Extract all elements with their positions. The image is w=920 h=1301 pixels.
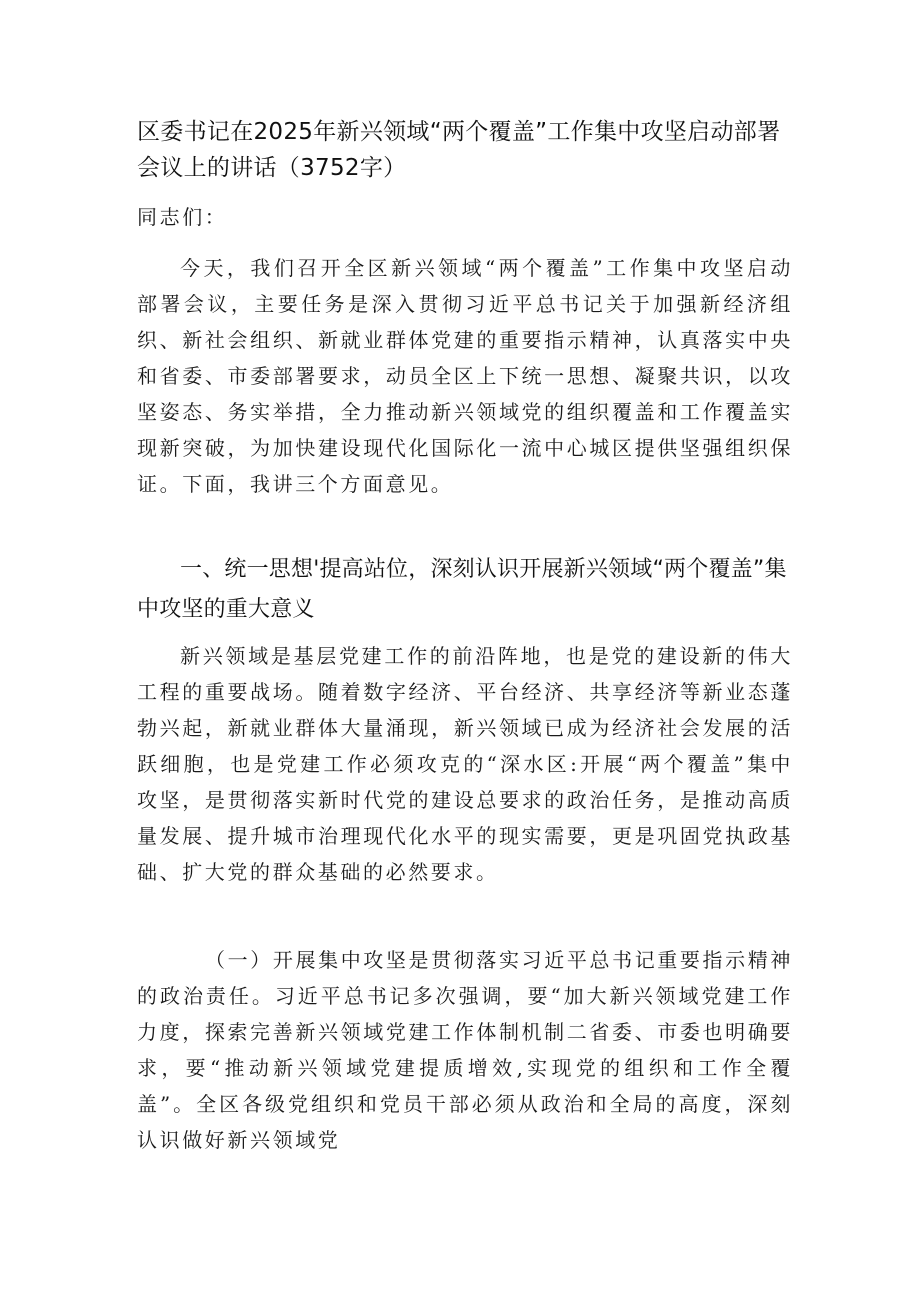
- paragraph-opening: 今天，我们召开全区新兴领域“两个覆盖”工作集中攻坚启动部署会议，主要任务是深入贯彻习近平总书记关于加强新经济组织、新社会组织、新就业群体党建的重要指示精神，认真落实中央和省委、市委部署要求，动员全区上下统一思想、凝聚共识，以攻坚姿态、务实举措，全力推动新兴领域党的组织覆盖和工作覆盖实现新突破，为加快建设现代化国际化一流中心城区提供坚强组织保证。下面，我讲三个方面意见。: [137, 256, 793, 496]
- paragraph-significance: 新兴领域是基层党建工作的前沿阵地，也是党的建设新的伟大工程的重要战场。随着数字经济、平台经济、共享经济等新业态蓬勃兴起，新就业群体大量涌现，新兴领域已成为经济社会发展的活跃细胞，也是党建工作必须攻克的“深水区:开展“两个覆盖”集中攻坚，是贯彻落实新时代党的建设总要求的政治任务，是推动高质量发展、提升城市治理现代化水平的现实需要，更是巩固党执政基础、扩大党的群众基础的必然要求。: [137, 644, 793, 884]
- salutation: 同志们：: [137, 205, 228, 229]
- document-title: 区委书记在2025年新兴领域“两个覆盖”工作集中攻坚启动部署会议上的讲话（3752字）: [137, 119, 781, 181]
- paragraph-subsection-1: （一）开展集中攻坚是贯彻落实习近平总书记重要指示精神的政治责任。习近平总书记多次强调，要“加大新兴领域党建工作力度，探索完善新兴领域党建工作体制机制二省委、市委也明确要求，要“推动新兴领域党建提质增效,实现党的组织和工作全覆盖”。全区各级党组织和党员干部必须从政治和全局的高度，深刻认识做好新兴领域党: [137, 948, 793, 1152]
- section-heading-1: 一、统一思想'提高站位，深刻认识开展新兴领域“两个覆盖”集中攻坚的重大意义: [137, 557, 787, 622]
